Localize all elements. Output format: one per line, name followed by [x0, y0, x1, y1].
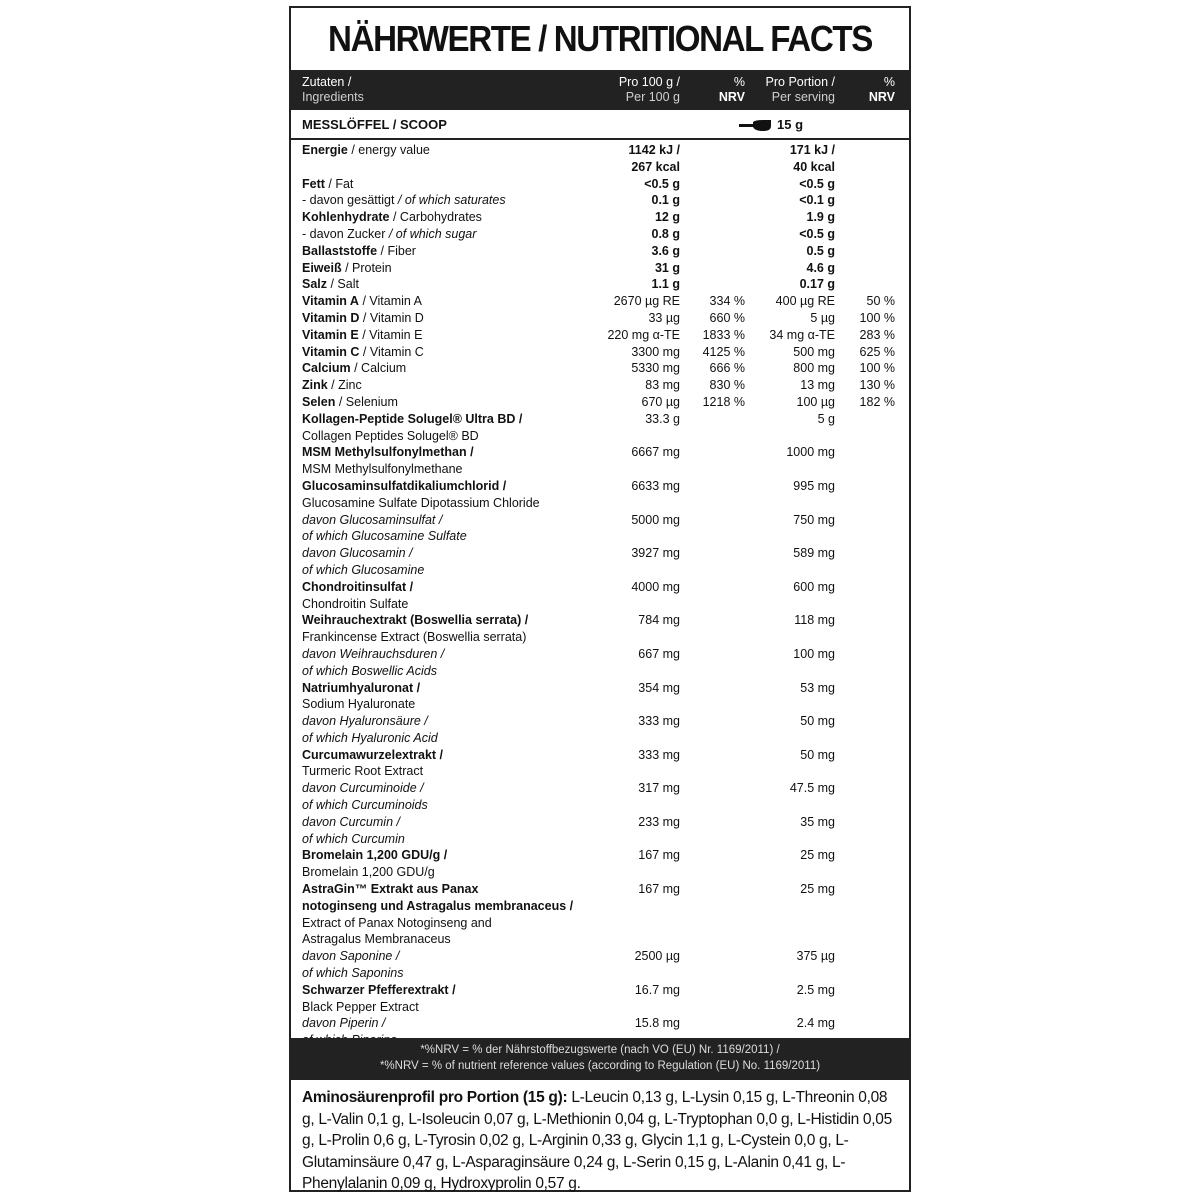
table-row [291, 478, 909, 512]
table-row [291, 243, 909, 260]
table-row [291, 612, 909, 646]
value-pserv: 40 kcal [793, 159, 835, 174]
nutrient-name [291, 159, 612, 176]
header-nrv-100g: % NRV [718, 75, 745, 104]
nutrient-name: davon Hyaluronsäure / of which Hyaluronic Acid [302, 714, 438, 745]
table-row [291, 881, 909, 948]
value-p100: 233 mg [638, 814, 680, 829]
nutrient-name: davon Glucosaminsulfat / of which Glucosamine Sulfate [302, 512, 467, 544]
value-p100: 4000 mg [631, 579, 680, 594]
value-pserv: 0.5 g [806, 243, 835, 258]
value-nrvserv: 50 % [866, 294, 895, 309]
table-row [291, 377, 909, 394]
value-nrv100: 4125 % [702, 344, 745, 359]
value-nrvserv: 100 % [859, 361, 895, 376]
nutrient-name: davon Piperin / [302, 1016, 386, 1031]
value-p100: 0.1 g [651, 193, 680, 208]
value-p100: 5000 mg [631, 512, 680, 527]
nutrient-name: davon Weihrauchsduren / of which Boswellic Acids [302, 646, 445, 678]
value-nrv100: 666 % [709, 361, 745, 376]
value-pserv: 0.17 g [799, 277, 835, 292]
nutrient-name: Vitamin C / Vitamin C [302, 344, 424, 359]
scoop-value: 15 g [777, 117, 804, 132]
value-pserv: 800 mg [793, 361, 835, 376]
value-pserv: <0.5 g [799, 176, 835, 191]
value-pserv: 100 µg [796, 394, 835, 409]
value-pserv: 5 g [817, 411, 835, 426]
value-p100: 1142 kJ / [628, 143, 680, 157]
header-per-100g: Pro 100 g / Per 100 g [618, 75, 680, 104]
table-row [291, 344, 909, 361]
amino-acid-profile [302, 1087, 898, 1195]
value-p100: 3300 mg [631, 344, 680, 359]
value-p100: 667 mg [638, 646, 680, 661]
value-pserv: 600 mg [793, 579, 835, 594]
table-row [291, 226, 909, 243]
nutrient-name: Energie / energy value [302, 143, 430, 157]
nutrient-name: Selen / Selenium [302, 394, 398, 409]
table-row [291, 310, 909, 327]
value-p100: 15.8 mg [634, 1016, 680, 1031]
table-row [291, 680, 909, 714]
value-p100: 12 g [654, 210, 680, 225]
value-p100: 3.6 g [651, 243, 680, 258]
value-p100: 0.8 g [651, 226, 680, 241]
value-nrvserv: 283 % [859, 327, 895, 342]
scoop-label: MESSLÖFFEL / SCOOP [302, 117, 447, 132]
value-pserv: 34 mg α-TE [769, 327, 835, 342]
value-p100: 6633 mg [631, 478, 680, 493]
table-row [291, 394, 909, 411]
nutrient-name: MSM Methylsulfonylmethan / MSM Methylsulfonylmethane [302, 445, 474, 477]
value-pserv: <0.1 g [799, 193, 835, 208]
value-nrvserv: 100 % [859, 310, 895, 325]
value-nrv100: 1218 % [702, 394, 745, 409]
table-row [291, 646, 909, 680]
nutrient-name: Schwarzer Pfefferextrakt / Black Pepper Extract [302, 982, 456, 1014]
header-per-serving: Pro Portion / Per serving [765, 75, 835, 104]
nutrient-name: - davon gesättigt / of which saturates [302, 193, 506, 208]
value-p100: 33 µg [648, 310, 680, 325]
table-row [291, 327, 909, 344]
value-pserv: 2.5 mg [796, 982, 835, 997]
value-pserv: 750 mg [793, 512, 835, 527]
nutrient-rows [291, 142, 909, 1049]
value-p100: 167 mg [638, 848, 680, 863]
table-row [291, 192, 909, 209]
table-row [291, 747, 909, 781]
value-p100: <0.5 g [644, 176, 680, 191]
table-row [291, 159, 909, 176]
nutrient-name: Bromelain 1,200 GDU/g / Bromelain 1,200 GDU/g [302, 848, 448, 880]
nutrient-name: Curcumawurzelextrakt / Turmeric Root Extract [302, 747, 444, 779]
header-ingredients: Zutaten / Ingredients [302, 75, 364, 104]
table-row [291, 411, 909, 445]
value-nrv100: 660 % [709, 310, 745, 325]
value-pserv: 1000 mg [786, 445, 835, 460]
value-pserv: 100 mg [793, 646, 835, 661]
nutrient-name: Ballaststoffe / Fiber [302, 243, 416, 258]
nutrient-name: Vitamin D / Vitamin D [302, 310, 424, 325]
nutrient-name: Calcium / Calcium [302, 361, 407, 376]
nutrient-name: AstraGin™ Extrakt aus Panax notoginseng und Astragalus membranaceus / Extract of Panax Notoginseng and Astragalus Membranaceus [302, 882, 574, 947]
nutrient-name: Kollagen-Peptide Solugel® Ultra BD / Collagen Peptides Solugel® BD [302, 411, 523, 443]
value-pserv: 25 mg [800, 882, 835, 897]
scoop-row [291, 112, 909, 140]
value-pserv: 1.9 g [806, 210, 835, 225]
value-p100: 3927 mg [631, 546, 680, 561]
value-pserv: 50 mg [800, 714, 835, 729]
table-header [291, 70, 909, 110]
value-nrvserv: 625 % [859, 344, 895, 359]
table-row [291, 847, 909, 881]
nrv-footnote: *%NRV = % der Nährstoffbezugswerte (nach VO (EU) Nr. 1169/2011) / *%NRV = % of nutrient reference values (according to Regulation (EU) No. 1169/2011) [291, 1038, 909, 1080]
value-p100: 354 mg [638, 680, 680, 695]
table-row [291, 142, 909, 159]
table-row [291, 579, 909, 613]
nutrition-label [289, 6, 911, 1192]
nutrient-name: davon Curcumin / of which Curcumin [302, 814, 405, 846]
nutrient-name: Salz / Salt [302, 277, 359, 292]
table-row [291, 276, 909, 293]
table-row [291, 360, 909, 377]
nutrient-name: Eiweiß / Protein [302, 260, 392, 275]
value-p100: 2670 µg RE [613, 294, 680, 309]
nutrient-name: Chondroitinsulfat / Chondroitin Sulfate [302, 579, 414, 611]
value-pserv: 500 mg [793, 344, 835, 359]
table-row [291, 293, 909, 310]
value-p100: 31 g [654, 260, 680, 275]
nutrient-name: davon Glucosamin / of which Glucosamine [302, 546, 425, 577]
value-p100: 83 mg [645, 378, 680, 393]
nutrient-name: Fett / Fat [302, 176, 354, 191]
label-title: NÄHRWERTE / NUTRITIONAL FACTS [328, 18, 872, 59]
value-nrvserv: 130 % [859, 378, 895, 393]
value-pserv: 5 µg [810, 310, 835, 325]
nutrient-name: Zink / Zinc [302, 378, 362, 393]
header-nrv-serving: % NRV [868, 75, 895, 104]
value-p100: 333 mg [638, 714, 680, 729]
table-row [291, 545, 909, 579]
table-row [291, 444, 909, 478]
table-row [291, 982, 909, 1016]
value-p100: 220 mg α-TE [607, 327, 680, 342]
value-pserv: 589 mg [793, 546, 835, 561]
value-pserv: 995 mg [793, 478, 835, 493]
table-row [291, 780, 909, 814]
value-pserv: 375 µg [796, 949, 835, 964]
value-p100: 6667 mg [631, 445, 680, 460]
value-p100: 1.1 g [651, 277, 680, 292]
table-row [291, 260, 909, 277]
nutrient-name: - davon Zucker / of which sugar [302, 226, 477, 241]
value-p100: 317 mg [638, 781, 680, 796]
value-p100: 167 mg [638, 882, 680, 897]
nutrient-name: davon Curcuminoide / of which Curcuminoids [302, 781, 428, 813]
table-row [291, 176, 909, 193]
nutrient-name: Kohlenhydrate / Carbohydrates [302, 210, 482, 225]
value-pserv: 47.5 mg [789, 781, 835, 796]
nutrient-name: Glucosaminsulfatdikaliumchlorid / Glucosamine Sulfate Dipotassium Chloride [302, 478, 540, 510]
nutrient-name: Vitamin A / Vitamin A [302, 294, 422, 309]
nutrient-name: davon Saponine / of which Saponins [302, 949, 404, 981]
value-p100: 784 mg [638, 613, 680, 628]
value-pserv: 53 mg [800, 680, 835, 695]
value-p100: 2500 µg [634, 949, 680, 964]
value-p100: 33.3 g [645, 411, 680, 426]
value-pserv: 400 µg RE [775, 294, 835, 309]
value-p100: 333 mg [638, 747, 680, 762]
value-pserv: 35 mg [800, 814, 835, 829]
table-row [291, 512, 909, 546]
value-p100: 5330 mg [631, 361, 680, 376]
value-nrv100: 1833 % [702, 327, 745, 342]
value-pserv: <0.5 g [799, 226, 835, 241]
value-pserv: 171 kJ / [789, 143, 835, 157]
nutrient-name: Natriumhyaluronat / Sodium Hyaluronate [302, 680, 421, 712]
value-pserv: 13 mg [800, 378, 835, 393]
table-row [291, 948, 909, 982]
value-p100: 16.7 mg [634, 982, 680, 997]
table-row [291, 814, 909, 848]
table-row [291, 713, 909, 747]
value-pserv: 118 mg [794, 613, 835, 628]
value-nrv100: 830 % [709, 378, 745, 393]
value-pserv: 4.6 g [806, 260, 835, 275]
value-pserv: 50 mg [800, 747, 835, 762]
nutrient-name: Vitamin E / Vitamin E [302, 327, 423, 342]
value-p100: 267 kcal [631, 159, 680, 174]
table-row [291, 209, 909, 226]
value-p100: 670 µg [641, 394, 680, 409]
value-pserv: 2.4 mg [796, 1016, 835, 1031]
value-nrvserv: 182 % [859, 394, 895, 409]
value-nrv100: 334 % [709, 294, 745, 309]
amino-heading: Aminosäurenprofil pro Portion (15 g): [302, 1089, 568, 1106]
nutrient-name: Weihrauchextrakt (Boswellia serrata) / Frankincense Extract (Boswellia serrata) [302, 613, 529, 645]
value-pserv: 25 mg [800, 848, 835, 863]
amino-text: L-Leucin 0,13 g, L-Lysin 0,15 g, L-Threonin 0,08 g, L-Valin 0,1 g, L-Isoleucin 0,07 g, L-Methionin 0,04 g, L-Tryptophan 0,0 g, L-Histidin 0,05 g, L-Prolin 0,6 g, L-Tyrosin 0,02 g, L-Arginin 0,33 g, Glycin 1,1 g, L-Cystein 0,0 g, L-Glutaminsäure 0,47 g, L-Asparaginsäure 0,24 g, L-Serin 0,15 g, L-Alanin 0,41 g, L-Phenylalanin 0,09 g, Hydroxyprolin 0,57 g. [302, 1089, 892, 1193]
scoop-icon [739, 117, 773, 133]
